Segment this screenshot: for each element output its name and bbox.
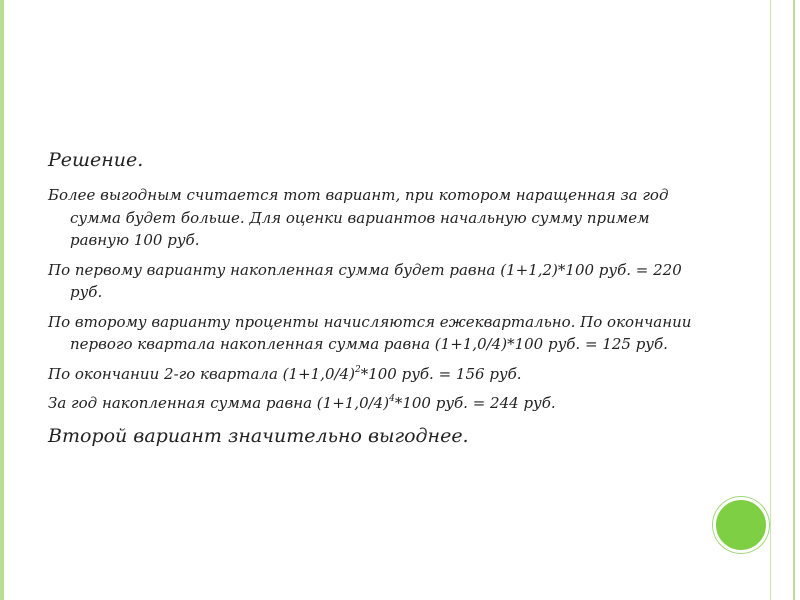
left-frame-line bbox=[0, 0, 4, 600]
year-total-text: За год накопленная сумма равна (1+1,0/4) bbox=[48, 394, 390, 412]
second-quarter-text: По окончании 2-го квартала (1+1,0/4) bbox=[48, 364, 355, 383]
year-total-result: *100 руб. = 244 руб. bbox=[394, 394, 556, 412]
right-frame-outer-line bbox=[793, 0, 795, 600]
paragraph-year-total bbox=[48, 392, 708, 415]
conclusion-text: Второй вариант значительно выгоднее. bbox=[48, 424, 469, 447]
paragraph-first-variant: По первому варианту накопленная сумма будет равна (1+1,2)*100 руб. = 220 руб. bbox=[48, 260, 682, 301]
solution-heading: Решение. bbox=[48, 149, 144, 171]
exponent-2: 2 bbox=[354, 364, 361, 375]
paragraph-second-quarter bbox=[48, 363, 708, 386]
paragraph-intro: Более выгодным считается тот вариант, при котором наращенная за год сумма будет больше. Для оценки вариантов начальную сумму примем равную 100 руб. bbox=[48, 186, 669, 249]
right-frame-inner-line bbox=[770, 0, 771, 600]
paragraph-second-variant: По второму варианту проценты начисляются ежеквартально. По окончании первого квартала накопленная сумма равна (1+1,0/4)*100 руб. = 125 руб. bbox=[48, 312, 692, 353]
slide-content bbox=[48, 146, 708, 450]
green-circle-decoration bbox=[713, 497, 769, 553]
second-quarter-result: *100 руб. = 156 руб. bbox=[360, 364, 522, 383]
exponent-4: 4 bbox=[389, 394, 395, 404]
